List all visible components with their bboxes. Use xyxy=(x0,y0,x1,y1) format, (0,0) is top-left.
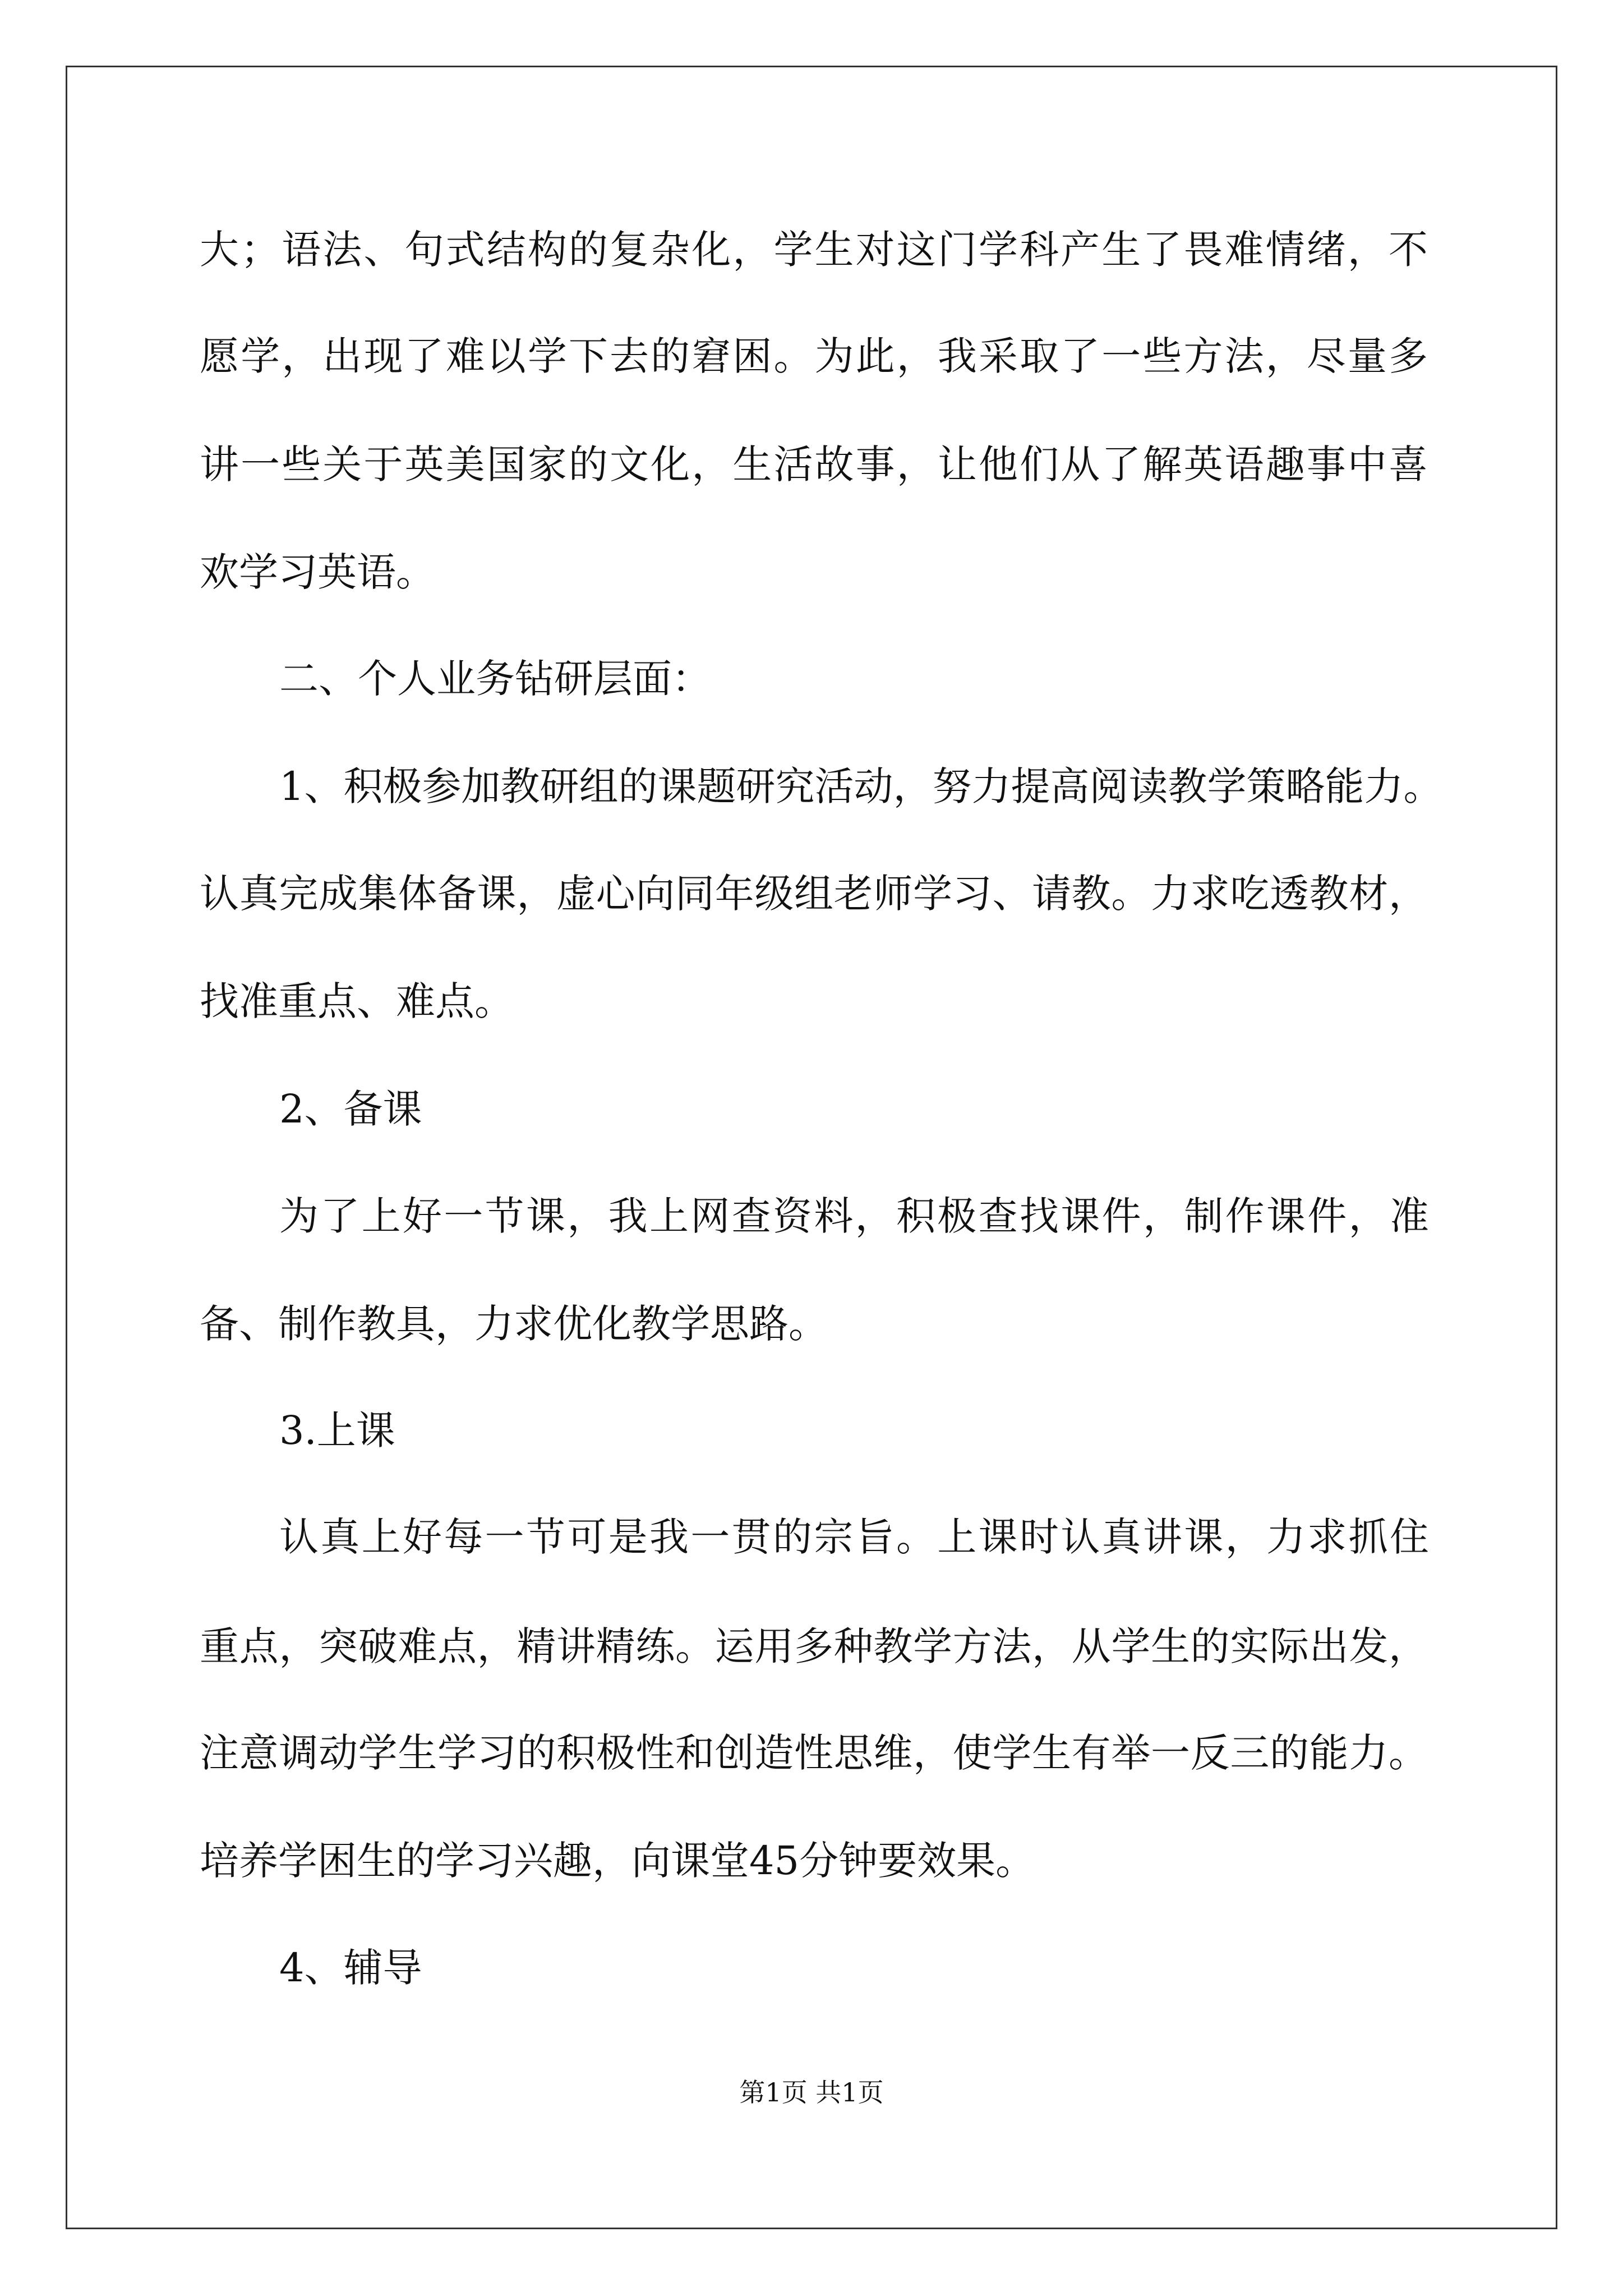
text-line: 讲一些关于英美国家的文化，生活故事，让他们从了解英语趣事中喜 xyxy=(200,441,1428,487)
text-line: 1、积极参加教研组的课题研究活动，努力提高阅读教学策略能力。 xyxy=(279,763,1443,809)
subsection-heading: 3.上课 xyxy=(279,1407,395,1453)
text-line: 重点，突破难点，精讲精练。运用多种教学方法，从学生的实际出发， xyxy=(200,1623,1428,1669)
text-line: 愿学，出现了难以学下去的窘困。为此，我采取了一些方法，尽量多 xyxy=(200,333,1428,379)
text-line: 备、制作教具，力求优化教学思路。 xyxy=(200,1301,828,1347)
text-line: 认真完成集体备课，虚心向同年级组老师学习、请教。力求吃透教材， xyxy=(200,871,1428,917)
text-line: 大；语法、句式结构的复杂化，学生对这门学科产生了畏难情绪，不 xyxy=(200,227,1428,273)
subsection-heading: 2、备课 xyxy=(279,1086,422,1132)
text-line: 找准重点、难点。 xyxy=(200,978,514,1024)
text-line: 为了上好一节课，我上网查资料，积极查找课件，制作课件，准 xyxy=(279,1193,1429,1239)
subsection-heading: 4、辅导 xyxy=(279,1945,422,1991)
text-line: 欢学习英语。 xyxy=(200,549,435,595)
page-border xyxy=(66,66,1557,2229)
page-number-footer: 第1页 共1页 xyxy=(739,2077,884,2108)
text-line: 认真上好每一节可是我一贯的宗旨。上课时认真讲课，力求抓住 xyxy=(279,1514,1429,1560)
text-line: 培养学困生的学习兴趣，向课堂45分钟要效果。 xyxy=(200,1838,1035,1884)
section-heading: 二、个人业务钻研层面： xyxy=(279,656,711,702)
text-line: 注意调动学生学习的积极性和创造性思维，使学生有举一反三的能力。 xyxy=(200,1730,1428,1776)
